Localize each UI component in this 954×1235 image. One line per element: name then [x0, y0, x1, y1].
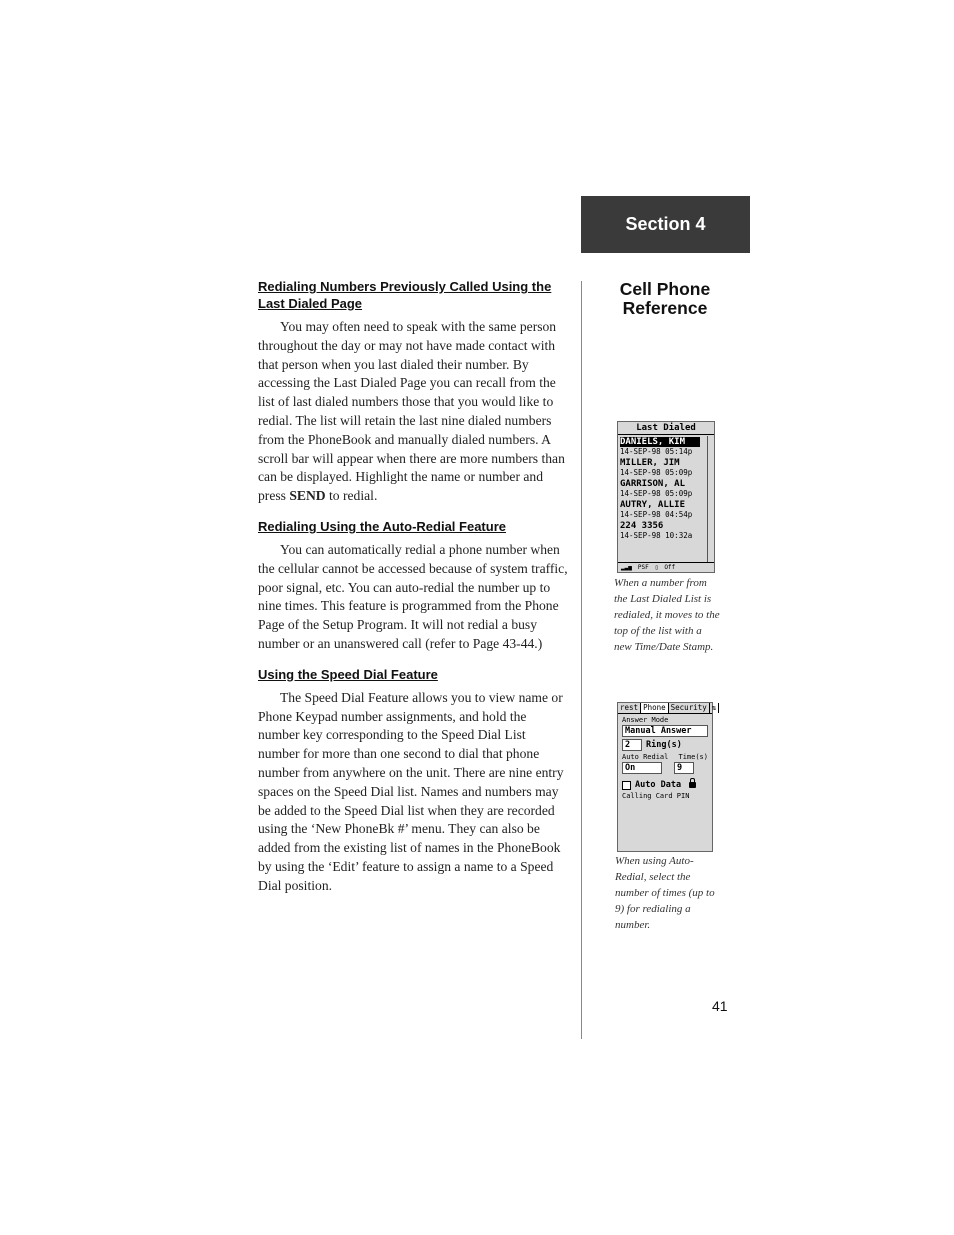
- list-item: [618, 500, 714, 519]
- page-number: 41: [712, 998, 728, 1014]
- time-label: Time(s): [678, 753, 708, 761]
- time-field: 9: [674, 762, 694, 774]
- battery-icon: ▯: [654, 564, 659, 571]
- entry-name-highlighted: DANIELS, KIM: [620, 437, 700, 447]
- entry-name: AUTRY, ALLIE: [620, 500, 686, 510]
- caption-last-dialed: When a number from the Last Dialed List is redialed, it moves to the top of the list with a new Time/Date Stamp.: [614, 577, 720, 653]
- entry-date: 14-SEP-98 05:09p: [620, 468, 693, 477]
- caption-auto-redial: When using Auto-Redial, select the number of times (up to 9) for redialing a number.: [615, 855, 715, 931]
- scrollbar: [707, 436, 712, 562]
- auto-redial-label: Auto Redial: [622, 753, 669, 761]
- auto-data-row: [622, 780, 708, 790]
- section-label: Section 4: [625, 214, 706, 234]
- calling-card-label: Calling Card PIN: [622, 792, 690, 800]
- list-item: [618, 521, 714, 540]
- last-dialed-title: Last Dialed: [618, 422, 714, 435]
- entry-date: 14-SEP-98 04:54p: [620, 510, 693, 519]
- tab-phone: Phone: [641, 703, 669, 713]
- psf-indicator: PSF: [637, 564, 649, 571]
- paragraph-last-dialed: [258, 318, 568, 506]
- phone-setup-screenshot: [617, 702, 717, 852]
- paragraph-last-dialed-text: You may often need to speak with the same person throughout the day or may not have made contact with that person when you last dialed their number. By accessing the Last Dialed Page you can recall from the list of last dialed numbers those that you would like to redial. The list will retain the last nine dialed numbers from the PhoneBook and manually dialed numbers. A scroll bar will appear when there are more numbers than can be displayed. Highlight the name or number and press: [258, 319, 565, 504]
- heading-last-dialed: Redialing Numbers Previously Called Using the Last Dialed Page: [258, 279, 552, 311]
- setup-body: [618, 714, 712, 803]
- column-divider: [581, 281, 582, 1039]
- section-tab: [581, 196, 750, 253]
- entry-name: MILLER, JIM: [620, 458, 680, 468]
- paragraph-auto-redial: You can automatically redial a phone number when the cellular cannot be accessed because of system traffic, poor signal, etc. You can auto-redial the number up to nine times. This feature is programmed from the Phone Page of the Setup Program. It will not redial a busy number or an unanswered call (refer to Page 43-44.): [258, 541, 568, 651]
- paragraph-speed-dial: The Speed Dial Feature allows you to view name or Phone Keypad number assignments, and hold the number key corresponding to the Speed Dial List number for more than one second to dial that phone number from anywhere on the unit. There are nine entry spaces on the Speed Dial list. Names and numbers may be added to the Speed Dial list when they are recorded using the ‘New PhoneBk #’ menu. They can also be added from the existing list of names in the PhoneBook by using the ‘Edit’ feature to assign a name to a Speed Dial position.: [258, 689, 564, 893]
- auto-redial-row: [622, 762, 708, 774]
- tab-security: Security: [669, 703, 710, 713]
- entry-date: 14-SEP-98 10:32a: [620, 531, 693, 540]
- rings-label: Ring(s): [646, 740, 682, 750]
- list-item: [618, 479, 714, 498]
- heading-auto-redial: Redialing Using the Auto-Redial Feature: [258, 518, 506, 534]
- side-title-line-2: Reference: [622, 298, 708, 318]
- side-title: [590, 280, 740, 318]
- setup-tabs: [618, 703, 717, 714]
- auto-redial-field: On: [622, 762, 662, 774]
- heading-speed-dial: Using the Speed Dial Feature: [258, 666, 438, 682]
- rings-row: [622, 739, 708, 751]
- status-bar: [618, 562, 714, 572]
- side-title-line-1: Cell Phone: [619, 279, 711, 299]
- answer-mode-field: Manual Answer: [622, 725, 708, 737]
- entry-name: 224 3356: [620, 521, 664, 531]
- entry-name: GARRISON, AL: [620, 479, 686, 489]
- lock-icon: [689, 782, 696, 788]
- main-column: [258, 278, 568, 896]
- scroll-arrows-icon: ⇅: [710, 703, 720, 713]
- auto-redial-labels: [622, 753, 708, 762]
- list-item: [618, 458, 714, 477]
- entry-date: 14-SEP-98 05:14p: [620, 447, 693, 456]
- send-key-label: SEND: [289, 488, 326, 504]
- last-dialed-screenshot: [617, 421, 715, 573]
- auto-data-checkbox: [622, 781, 631, 790]
- entry-date: 14-SEP-98 05:09p: [620, 489, 693, 498]
- answer-mode-label: Answer Mode: [622, 716, 669, 724]
- paragraph-last-dialed-end: to redial.: [325, 488, 378, 504]
- signal-icon: ▂▃▅: [621, 564, 632, 571]
- off-indicator: Off: [664, 564, 676, 571]
- tab-rest: rest: [618, 703, 641, 713]
- auto-data-label: Auto Data: [635, 780, 682, 790]
- list-item: [618, 437, 714, 456]
- rings-field: 2: [622, 739, 642, 751]
